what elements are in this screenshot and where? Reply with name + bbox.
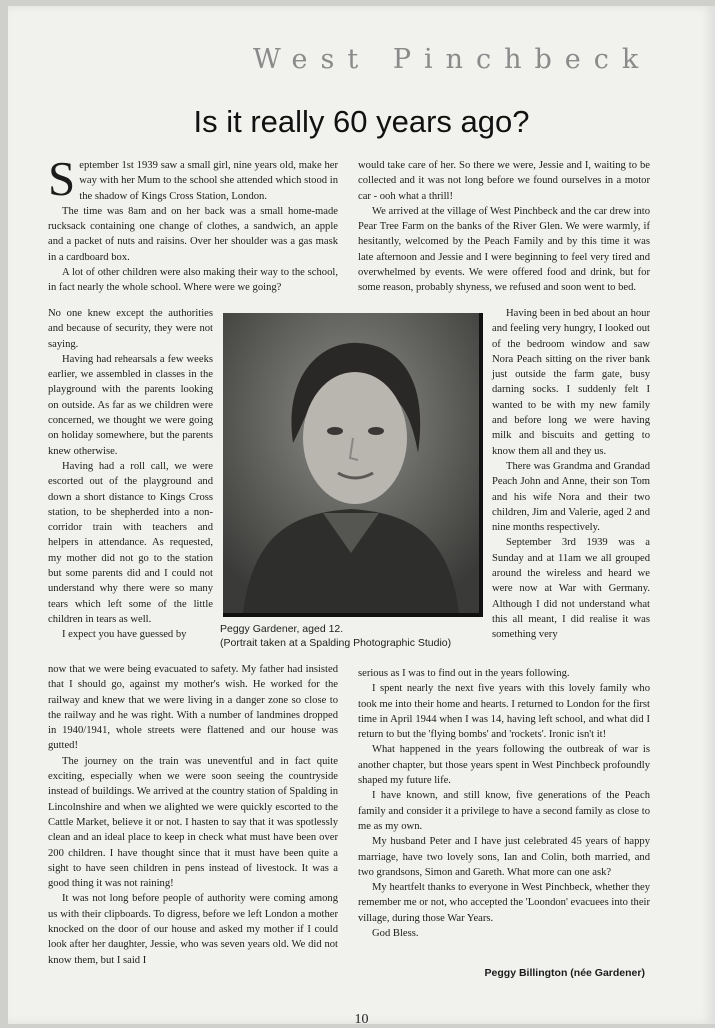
paragraph: The time was 8am and on her back was a small home-made rucksack containing one change of clothes, a sandwich, an apple and a packet of nuts and raisins. Over her shoulder was a gas mask in a cardboard box. — [48, 205, 338, 263]
paragraph: What happened in the years following the outbreak of war is another chapter, but those years spent in West Pinchbeck profoundly shaped my future life. — [358, 744, 650, 787]
paragraph: now that we were being evacuated to safety. My father had insisted that I should go, against my mother's wish. He worked for the railway and knew that we were living in a danger zone so close to the railway and he was right. With a number of landmines dropped in 1940/1941, whole streets were flattened and our house was gutted! — [48, 664, 338, 752]
section-header: West Pinchbeck — [253, 44, 652, 75]
caption-line-1: Peggy Gardener, aged 12. — [220, 623, 344, 635]
right-column-narrow — [492, 306, 650, 643]
page-number: 10 — [354, 1012, 369, 1027]
paragraph: Having been in bed about an hour and feeling very hungry, I looked out of the bedroom window and saw Nora Peach sitting on the river bank just outside the farm gate, busy darning socks. I suddenly felt I wanted to be with my new family and before long we were having milk and biscuits and getting to know them all and they us. — [492, 308, 650, 457]
paragraph: September 1st 1939 saw a small girl, nine years old, make her way with her Mum to the school she attended which stood in the shadow of Kings Cross Station, London. — [48, 151, 338, 206]
left-column-bottom — [48, 662, 338, 968]
paragraph: I have known, and still know, five generations of the Peach family and consider it a privilege to have a second family as close to me as my own. — [358, 790, 650, 832]
paragraph: Having had rehearsals a few weeks earlier, we assembled in classes in the playground with the parents looking on outside. As far as we children were concerned, we thought we were going on holiday somewhere, but the parents knew otherwise. — [48, 353, 213, 457]
paragraph: I expect you have guessed by — [62, 629, 187, 641]
paragraph: A lot of other children were also making their way to the school, in fact nearly the whole school. Where were we going? — [48, 267, 338, 294]
magazine-page — [8, 6, 715, 1027]
paragraph: The journey on the train was uneventful and in fact quite exciting, especially when we were soon seeing the countryside instead of buildings. We arrived at the country station of Spalding in Lincolnshire and when we alighted we were quickly escorted to the Cattle Market, believe it or not. I hasten to say that it was spotlessly clean and an ideal place to keep in check what must have been over 200 children. I have thought since that it must have been quite a sight to have seen children in pens instead of livestock. It was a good thing it was not raining! — [48, 755, 338, 890]
portrait-photo — [223, 313, 483, 617]
paragraph: God Bless. — [372, 928, 419, 940]
paragraph: My husband Peter and I have just celebrated 45 years of happy marriage, have two lovely sons, Ian and Colin, both married, and two grandsons, Simon and Gareth. What more can one ask? — [358, 836, 650, 878]
paragraph: It was not long before people of authority were coming among us with their clipboards. To digress, before we left London a mother knocked on the door of our house and asked my mother if I could look after her daughter, Jessie, who was seven years old. We did not know them, but I said I — [48, 893, 338, 966]
author-signature: Peggy Billington (née Gardener) — [484, 967, 645, 979]
right-column-top — [358, 158, 650, 296]
caption-line-2: (Portrait taken at a Spalding Photographic Studio) — [220, 637, 452, 649]
left-column-narrow — [48, 306, 213, 643]
right-column-bottom — [358, 666, 650, 941]
photo-caption — [220, 622, 451, 650]
paragraph: September 3rd 1939 was a Sunday and at 11am we all grouped around the wireless and heard we were now at War with Germany. Although I did not understand what this all meant, I did realise it was something very — [492, 537, 650, 641]
paragraph: I spent nearly the next five years with this lovely family who took me into their home and hearts. I returned to London for the first time in April 1944 when I was 14, having left school, and what did I return to but the 'flying bombs' and 'rockets'. Ironic isn't it! — [358, 683, 650, 741]
paragraph: would take care of her. So there we were, Jessie and I, waiting to be collected and it was not long before we found ourselves in a motor car - ooh what a thrill! — [358, 160, 650, 202]
paragraph: We arrived at the village of West Pinchbeck and the car drew into Pear Tree Farm on the banks of the River Glen. We were warmly, if hesitantly, welcomed by the Peach Family and by this time it was late afternoon and Jessie and I were beginning to feel very tired and overwhelmed by events. We were offered food and drink, but for some reason, probably shyness, we refused and soon went to bed. — [358, 205, 650, 294]
left-column-top — [48, 151, 338, 296]
article-title: Is it really 60 years ago? — [193, 104, 530, 139]
portrait-illustration — [223, 313, 479, 613]
paragraph: serious as I was to find out in the years following. — [358, 668, 570, 679]
paragraph: There was Grandma and Grandad Peach John and Anne, their son Tom and his wife Nora and their two children, Jim and Valerie, aged 2 and nine months respectively. — [492, 460, 650, 534]
paragraph: No one knew except the authorities and because of security, they were not saying. — [48, 308, 213, 350]
paragraph: My heartfelt thanks to everyone in West Pinchbeck, whether they remember me or not, who accepted the 'Loondon' evacuees into their village, during those War Years. — [358, 882, 650, 924]
paragraph: Having had a roll call, we were escorted out of the playground and down a short distance to Kings Cross station, to be shepherded into a non-corridor train with teachers and helpers in attendance. As requested, my mother did not go to the station but some parents did and I could not understand why there were so many tears which left some of the little children in tears as well. — [48, 460, 213, 625]
drop-cap: S — [48, 151, 76, 206]
